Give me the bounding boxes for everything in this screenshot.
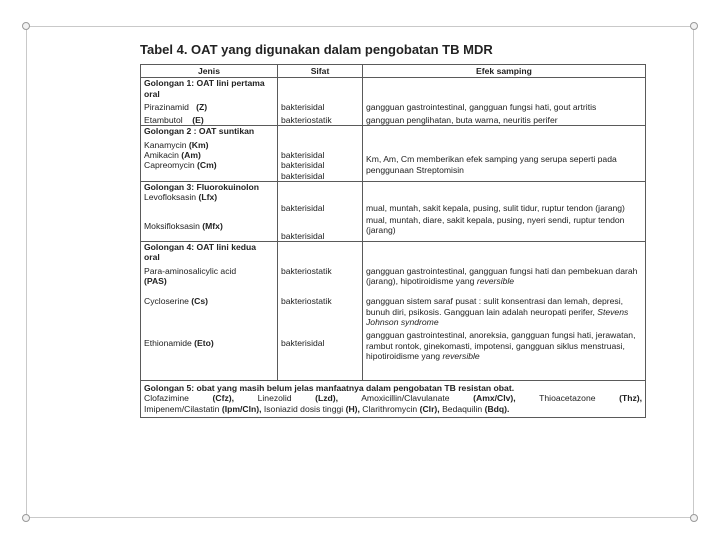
group-3-sifat	[278, 181, 363, 241]
drug-abbr: (H),	[345, 403, 360, 414]
drug-abbr: (PAS)	[144, 276, 167, 287]
group-1-title: Golongan 1: OAT lini pertama oral	[144, 78, 265, 99]
efek-etambutol: gangguan penglihatan, buta warna, neuritis perifer	[366, 115, 558, 126]
efek-text: gangguan sistem saraf pusat : sulit konsentrasi dan lemah, depresi, bunuh diri, psikosis. Gangguan lain adalah neuropati perifer,	[366, 296, 624, 317]
drug-name: Capreomycin	[144, 160, 195, 171]
drug-thioacetazone	[539, 393, 642, 403]
drug-name: Linezolid	[257, 393, 292, 404]
group-3-jenis	[141, 181, 278, 241]
header-efek: Efek samping	[363, 65, 646, 78]
drug-abbr: (Lzd),	[315, 393, 339, 404]
group-5	[141, 380, 646, 417]
drug-name: Pirazinamid	[144, 101, 189, 112]
frame-corner-bottom-left	[22, 514, 30, 522]
drug-name: Amikacin	[144, 150, 179, 161]
drug-abbr: (Mfx)	[202, 220, 223, 231]
frame-corner-top-right	[690, 22, 698, 30]
drug-name: Ethionamide	[144, 337, 192, 348]
drug-cycloserine	[144, 296, 274, 306]
drug-name: Etambutol	[144, 115, 183, 126]
drug-name: Clarithromycin	[362, 403, 418, 414]
drug-kanamycin	[144, 140, 274, 150]
group-3-efek	[363, 181, 646, 241]
drug-clofazimine	[144, 393, 234, 403]
group-3-title: Golongan 3: Fluorokuinolon	[144, 181, 260, 192]
frame-corner-top-left	[22, 22, 30, 30]
drug-name: Cycloserine	[144, 296, 189, 307]
drug-pirazinamid	[144, 102, 274, 112]
drug-etambutol	[144, 115, 274, 125]
sifat-pas: bakteriostatik	[281, 265, 332, 276]
table-title: Tabel 4. OAT yang digunakan dalam pengobatan TB MDR	[140, 42, 493, 57]
efek-pirazinamid: gangguan gastrointestinal, gangguan fungsi hati, gout artritis	[366, 101, 597, 112]
group-1-sifat	[278, 78, 363, 126]
drug-clarithromycin	[362, 404, 439, 414]
drug-name: Levofloksasin	[144, 192, 197, 203]
frame-corner-bottom-right	[690, 514, 698, 522]
group-5-title: Golongan 5: obat yang masih belum jelas manfaatnya dalam pengobatan TB resistan obat.	[144, 382, 515, 393]
group-1-efek	[363, 78, 646, 126]
header-sifat: Sifat	[278, 65, 363, 78]
drug-moksifloksasin	[144, 221, 274, 231]
drug-name: Thioacetazone	[539, 393, 596, 404]
group-5-line-1	[144, 393, 642, 403]
drug-abbr: (Cfz),	[212, 393, 234, 404]
drug-linezolid	[258, 393, 338, 403]
drug-name: Clofazimine	[144, 393, 189, 404]
sifat-amikacin: bakterisidal	[281, 160, 325, 171]
group-4-sifat	[278, 242, 363, 381]
drug-abbr: (Thz),	[619, 393, 643, 404]
drug-pas	[144, 266, 274, 287]
drug-capreomycin	[144, 160, 274, 170]
drug-abbr: (Cm)	[197, 160, 217, 171]
group-4-jenis	[141, 242, 278, 381]
efek-levofloksasin: mual, muntah, sakit kepala, pusing, sulit tidur, ruptur tendon (jarang)	[366, 202, 625, 213]
drug-ethionamide	[144, 338, 274, 348]
efek-cycloserine	[366, 296, 642, 327]
drug-abbr: (Lfx)	[198, 192, 218, 203]
drug-name: Bedaquilin	[442, 403, 483, 414]
group-1	[141, 78, 646, 126]
efek-italic: Stevens Johnson syndrome	[366, 306, 629, 327]
drug-abbr: (Am)	[181, 150, 201, 161]
sifat-moksifloksasin: bakterisidal	[281, 230, 325, 241]
group-4	[141, 242, 646, 381]
efek-aminoglikosida: Km, Am, Cm memberikan efek samping yang serupa seperti pada penggunaan Streptomisin	[366, 154, 617, 175]
sifat-levofloksasin: bakterisidal	[281, 202, 325, 213]
drug-abbr: (Cs)	[191, 296, 209, 307]
efek-text: gangguan gastrointestinal, anoreksia, gangguan fungsi hati, jerawatan, rambut rontok, ginekomasti, impotensi, gangguan siklus menstruasi, hipotiroidisme yang	[366, 330, 636, 361]
drug-abbr: (E)	[192, 115, 204, 126]
sifat-ethionamide: bakterisidal	[281, 337, 325, 348]
efek-ethionamide	[366, 330, 642, 361]
drug-abbr: (Amx/Clv),	[473, 393, 516, 404]
group-3	[141, 181, 646, 241]
header-row	[141, 65, 646, 78]
group-2-sifat	[278, 126, 363, 181]
sifat-etambutol: bakteriostatik	[281, 115, 332, 126]
drug-abbr: (Z)	[196, 101, 208, 112]
drug-name: Kanamycin	[144, 139, 187, 150]
drug-isoniazid-dosis-tinggi	[264, 404, 360, 414]
group-5-line-2	[144, 404, 642, 414]
efek-italic: reversible	[476, 276, 515, 287]
drug-name: Para-aminosalicylic acid	[144, 265, 237, 276]
drug-abbr: (Clr),	[419, 403, 440, 414]
drug-abbr: (Ipm/Cln),	[221, 403, 262, 414]
header-jenis: Jenis	[141, 65, 278, 78]
oat-table	[140, 64, 646, 418]
drug-name: Imipenem/Cilastatin	[144, 403, 220, 414]
drug-bedaquilin	[442, 404, 509, 414]
group-4-title: Golongan 4: OAT lini kedua oral	[144, 242, 257, 263]
sifat-cycloserine: bakteriostatik	[281, 296, 332, 307]
group-2-title: Golongan 2 : OAT suntikan	[144, 126, 255, 137]
group-4-efek	[363, 242, 646, 381]
drug-abbr: (Km)	[188, 139, 209, 150]
drug-name: Isoniazid dosis tinggi	[263, 403, 344, 414]
group-1-jenis	[141, 78, 278, 126]
efek-italic: reversible	[442, 350, 480, 361]
efek-moksifloksasin: mual, muntah, diare, sakit kepala, pusing, nyeri sendi, ruptur tendon (jarang)	[366, 214, 625, 236]
group-2-efek	[363, 126, 646, 181]
group-2-jenis	[141, 126, 278, 181]
sifat-pirazinamid: bakterisidal	[281, 101, 325, 112]
efek-text: gangguan gastrointestinal, gangguan fungsi hati dan pembekuan darah (jarang), hipotiroidisme yang	[366, 265, 638, 287]
drug-name: Amoxicillin/Clavulanate	[361, 393, 450, 404]
drug-amoxicillin-clavulanate	[361, 393, 515, 403]
drug-name: Moksifloksasin	[144, 220, 200, 231]
sifat-kanamycin: bakterisidal	[281, 150, 325, 161]
group-5-cell	[141, 380, 646, 417]
sifat-capreomycin: bakterisidal	[281, 170, 325, 181]
drug-abbr: (Eto)	[194, 337, 214, 348]
group-2	[141, 126, 646, 181]
drug-levofloksasin	[144, 192, 274, 202]
drug-amikacin	[144, 150, 274, 160]
efek-pas	[366, 266, 642, 287]
drug-abbr: (Bdq).	[484, 403, 510, 414]
drug-imipenem-cilastatin	[144, 404, 261, 414]
